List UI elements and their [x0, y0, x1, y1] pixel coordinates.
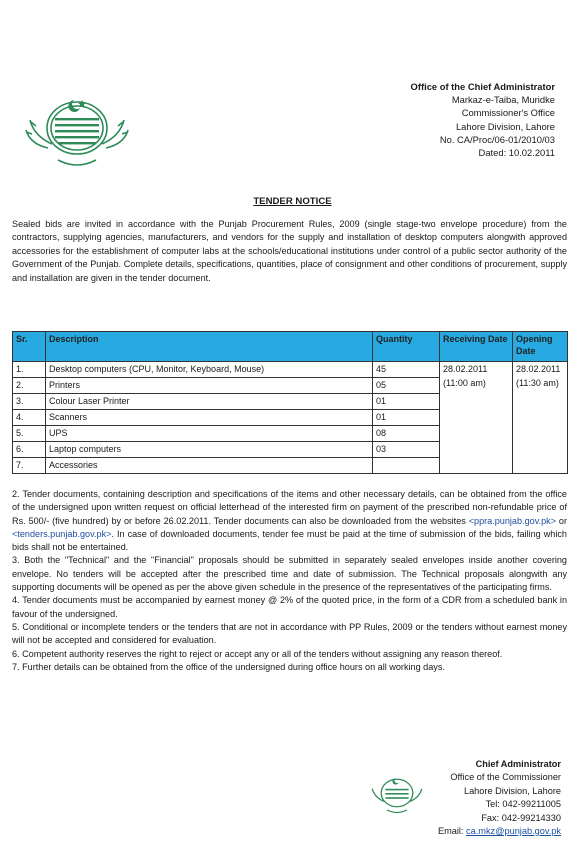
- table-header-row: [13, 332, 568, 362]
- cell-quantity: 45: [373, 362, 440, 378]
- receiving-time: (11:00 am): [443, 378, 486, 388]
- cell-sr: 3.: [13, 394, 46, 410]
- address-line: Lahore Division, Lahore: [455, 120, 555, 132]
- signatory-title: Chief Administrator: [475, 759, 561, 769]
- ppra-website-link[interactable]: <ppra.punjab.gov.pk>: [468, 515, 557, 526]
- document-title: TENDER NOTICE: [253, 196, 332, 207]
- opening-date: 28.02.2011: [516, 364, 561, 374]
- email-label: Email:: [437, 826, 467, 837]
- items-table: [12, 331, 568, 474]
- cell-sr: 4.: [13, 410, 46, 426]
- term-text: 2. Tender documents, containing description and specifications of the items and other necessary details, can be obtained from the office of the undersigned upon written request on official letterhead of the interested firm on payment of the prescribed non-refundable price of Rs. 500/- (five hundred) by or before 26.02.2011. Tender documents can also be downloaded from the websites: [12, 489, 567, 526]
- footer-line: Lahore Division, Lahore: [463, 785, 561, 796]
- email-link[interactable]: ca.mkz@punjab.gov.pk: [466, 826, 561, 837]
- term-item: 6. Competent authority reserves the right to reject or accept any or all of the tenders without assigning any reason thereof.: [12, 648, 503, 659]
- term-item: 7. Further details can be obtained from the office of the undersigned during office hours on all working days.: [12, 661, 445, 672]
- terms-list: [12, 488, 567, 674]
- office-address-block: [411, 80, 555, 159]
- term-text: or: [556, 515, 567, 526]
- cell-description: Scanners: [46, 410, 373, 426]
- intro-paragraph: Sealed bids are invited in accordance with the Punjab Procurement Rules, 2009 (single stage-two envelope procedure) from the contractors, supplying agencies, manufacturers, and vendors for the supply and installation of desktop computers alongwith approved accessories for the establishment of computer labs at the schools/educational institutions under control of a public sector authority of the Government of the Punjab. Complete details, specifications, quantities, place of consignment and other conditions of procurement, supply and installation are given in the tender document.: [12, 219, 567, 283]
- cell-description: Desktop computers (CPU, Monitor, Keyboard, Mouse): [46, 362, 373, 378]
- cell-description: Accessories: [46, 458, 373, 474]
- tenders-website-link[interactable]: <tenders.punjab.gov.pk>: [12, 528, 112, 539]
- reference-number: No. CA/Proc/06-01/2010/03: [439, 133, 555, 145]
- footer-line: Office of the Commissioner: [450, 772, 561, 783]
- col-header-quantity: Quantity: [373, 332, 440, 362]
- cell-quantity: 03: [373, 442, 440, 458]
- cell-sr: 5.: [13, 426, 46, 442]
- issue-date: Dated: 10.02.2011: [478, 147, 555, 159]
- cell-opening-date: [513, 362, 568, 474]
- email-line: [438, 825, 561, 838]
- punjab-emblem-small-icon: [368, 770, 426, 816]
- signature-block: [438, 758, 561, 838]
- opening-time: (11:30 am): [516, 378, 559, 388]
- cell-quantity: [373, 458, 440, 474]
- col-header-receiving-date: Receiving Date: [440, 332, 513, 362]
- phone-number: Tel: 042-99211005: [485, 799, 561, 810]
- col-header-sr: Sr.: [13, 332, 46, 362]
- cell-description: Laptop computers: [46, 442, 373, 458]
- cell-quantity: 01: [373, 410, 440, 426]
- punjab-emblem-icon: [22, 86, 132, 170]
- cell-description: UPS: [46, 426, 373, 442]
- cell-quantity: 01: [373, 394, 440, 410]
- address-line: Commissioner's Office: [461, 107, 555, 119]
- term-item: [12, 488, 567, 554]
- receiving-date: 28.02.2011: [443, 364, 488, 374]
- cell-sr: 7.: [13, 458, 46, 474]
- cell-sr: 1.: [13, 362, 46, 378]
- term-text: . In case of downloaded documents, tender fee must be paid at the time of submission of the bids, failing which bids shall not be entertained.: [12, 528, 567, 553]
- col-header-opening-date: Opening Date: [513, 332, 568, 362]
- office-title: Office of the Chief Administrator: [410, 81, 555, 92]
- address-line: Markaz-e-Taiba, Muridke: [451, 94, 555, 106]
- fax-number: Fax: 042-99214330: [481, 812, 561, 823]
- table-row: [13, 362, 568, 378]
- cell-receiving-date: [440, 362, 513, 474]
- cell-quantity: 08: [373, 426, 440, 442]
- term-item: 3. Both the "Technical" and the "Financial" proposals should be submitted in separately sealed envelopes inside another covering envelope. No tenders will be accepted after the prescribed time and date of submission. The Technical proposals alongwith any supporting documents will be opened as per the above given schedule in the presence of the representatives of the participating firms.: [12, 555, 567, 593]
- cell-sr: 2.: [13, 378, 46, 394]
- term-item: 4. Tender documents must be accompanied by earnest money @ 2% of the quoted price, in the form of a CDR from a scheduled bank in favour of the undersigned.: [12, 595, 567, 619]
- col-header-description: Description: [46, 332, 373, 362]
- term-item: 5. Conditional or incomplete tenders or the tenders that are not in accordance with PP Rules, 2009 or the tenders without earnest money will not be accepted and considered for evaluation.: [12, 621, 567, 646]
- cell-description: Colour Laser Printer: [46, 394, 373, 410]
- cell-sr: 6.: [13, 442, 46, 458]
- cell-description: Printers: [46, 378, 373, 394]
- cell-quantity: 05: [373, 378, 440, 394]
